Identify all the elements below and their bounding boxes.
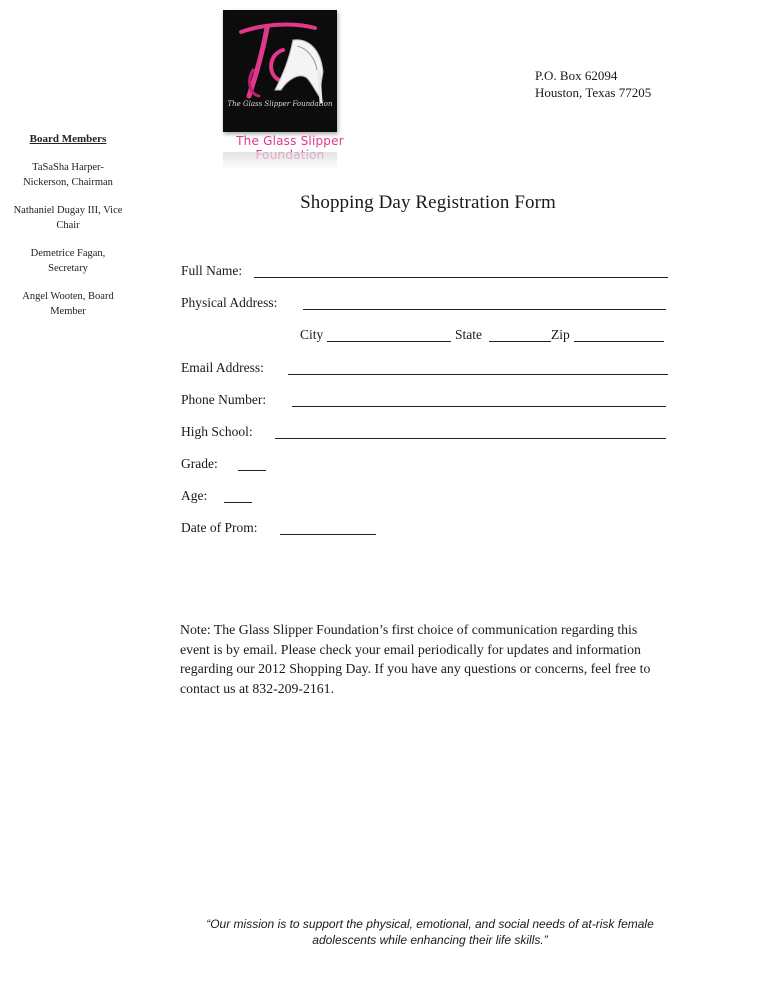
board-members-sidebar (10, 132, 126, 332)
grade-field[interactable] (238, 470, 266, 471)
grade-label: Grade: (181, 456, 218, 471)
mission-statement: “Our mission is to support the physical, emotional, and social needs of at-risk female adolescents while enhancing their life skills.” (206, 917, 654, 947)
full-name-row (181, 263, 242, 279)
prom-date-row (181, 520, 258, 536)
zip-label-wrap (551, 327, 570, 343)
high-school-field[interactable] (275, 438, 666, 439)
form-title: Shopping Day Registration Form (300, 192, 556, 213)
address-line-2: Houston, Texas 77205 (535, 85, 652, 100)
city-state-zip-row (300, 327, 323, 343)
prom-date-field[interactable] (280, 534, 376, 535)
physical-address-label: Physical Address: (181, 295, 278, 310)
physical-address-row (181, 295, 277, 311)
phone-row (181, 392, 266, 408)
logo-dark-panel (223, 10, 337, 132)
board-members-heading: Board Members (29, 133, 107, 145)
board-member: Nathaniel Dugay III, Vice Chair (13, 205, 123, 231)
zip-field[interactable] (574, 341, 664, 342)
board-member: Demetrice Fagan, Secretary (30, 248, 106, 274)
logo-box-script: The Glass Slipper Foundation (227, 100, 333, 108)
communication-note: Note: The Glass Slipper Foundation’s first choice of communication regarding this event is by email. Please check your email periodically for updates and information regarding our 2012 Shopping Day. If you have any questions or concerns, feel free to contact us at 832-209-2161. (180, 622, 651, 696)
glass-slipper-icon (223, 10, 337, 132)
logo-reflection (223, 152, 337, 170)
full-name-label: Full Name: (181, 263, 243, 278)
email-label: Email Address: (181, 360, 264, 375)
phone-label: Phone Number: (181, 392, 267, 407)
city-field[interactable] (327, 341, 451, 342)
mailing-address (535, 67, 651, 101)
prom-date-label: Date of Prom: (181, 520, 258, 535)
email-row (181, 360, 264, 376)
logo-wordmark: The Glass Slipper (236, 134, 344, 148)
high-school-label: High School: (181, 424, 253, 439)
grade-row (181, 456, 218, 472)
state-label-wrap (455, 327, 482, 343)
phone-field[interactable] (292, 406, 666, 407)
state-label: State (455, 327, 482, 342)
address-line-1: P.O. Box 62094 (535, 68, 618, 83)
age-field[interactable] (224, 502, 252, 503)
high-school-row (181, 424, 253, 440)
foundation-logo (205, 8, 375, 168)
city-label: City (300, 327, 324, 342)
age-row (181, 488, 207, 504)
age-label: Age: (181, 488, 208, 503)
full-name-field[interactable] (254, 277, 668, 278)
board-member: TaSaSha Harper-Nickerson, Chairman (23, 162, 113, 188)
board-member: Angel Wooten, Board Member (22, 291, 114, 317)
state-field[interactable] (489, 341, 551, 342)
email-field[interactable] (288, 374, 668, 375)
physical-address-field[interactable] (303, 309, 666, 310)
zip-label: Zip (551, 327, 570, 342)
